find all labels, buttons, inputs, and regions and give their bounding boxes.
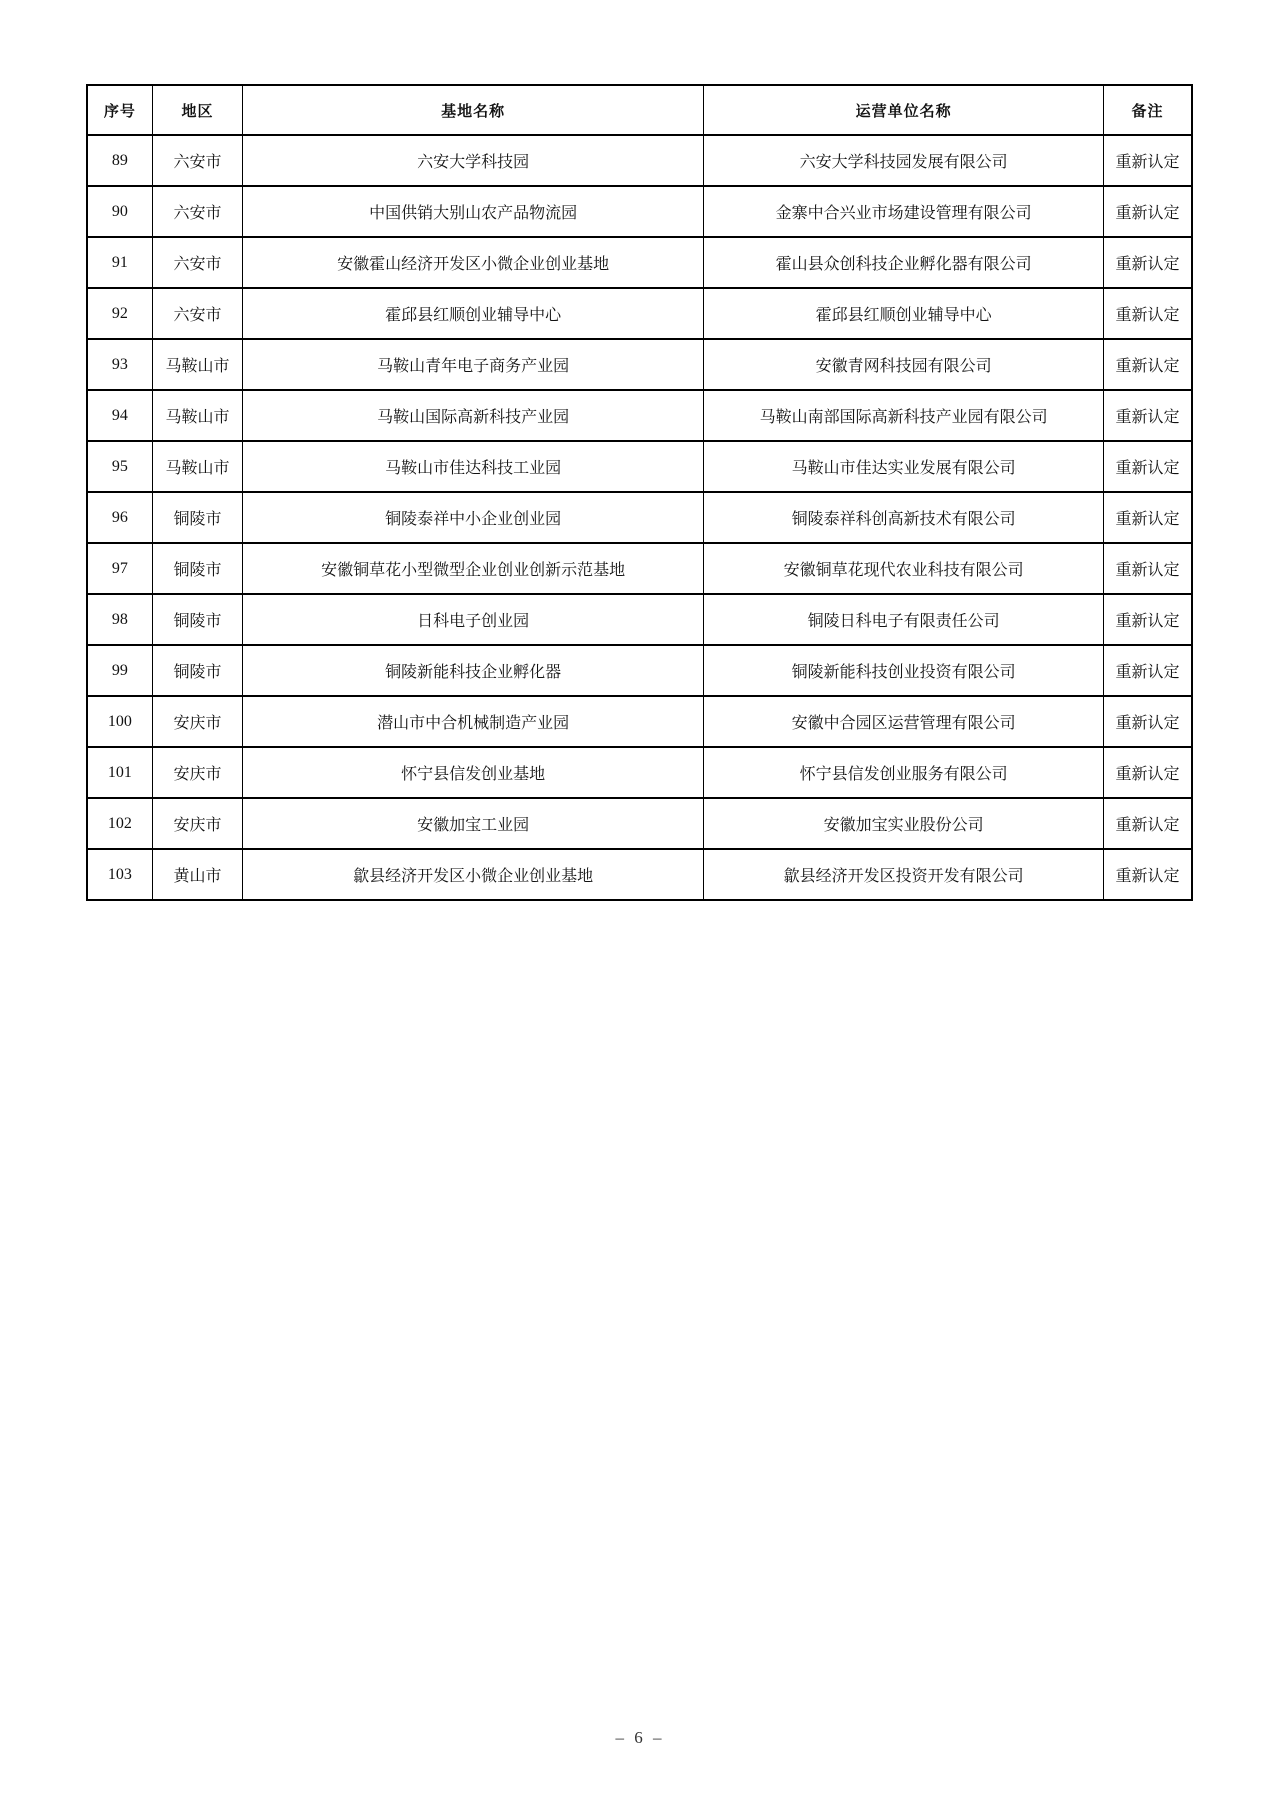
cell-no: 102 xyxy=(87,798,152,849)
cell-no: 94 xyxy=(87,390,152,441)
cell-note: 重新认定 xyxy=(1104,849,1192,900)
cell-operator: 铜陵泰祥科创高新技术有限公司 xyxy=(704,492,1104,543)
table-row xyxy=(87,849,1192,900)
cell-base-name: 马鞍山青年电子商务产业园 xyxy=(243,339,704,390)
table-row xyxy=(87,237,1192,288)
cell-operator: 怀宁县信发创业服务有限公司 xyxy=(704,747,1104,798)
cell-note: 重新认定 xyxy=(1104,594,1192,645)
cell-base-name: 六安大学科技园 xyxy=(243,135,704,186)
cell-region: 安庆市 xyxy=(152,747,243,798)
table-row xyxy=(87,747,1192,798)
cell-region: 马鞍山市 xyxy=(152,390,243,441)
table-row xyxy=(87,645,1192,696)
table-row xyxy=(87,492,1192,543)
cell-no: 101 xyxy=(87,747,152,798)
table-header-row xyxy=(87,85,1192,135)
cell-no: 92 xyxy=(87,288,152,339)
cell-base-name: 马鞍山市佳达科技工业园 xyxy=(243,441,704,492)
table-body xyxy=(87,135,1192,900)
cell-base-name: 铜陵新能科技企业孵化器 xyxy=(243,645,704,696)
cell-region: 六安市 xyxy=(152,237,243,288)
cell-operator: 马鞍山南部国际高新科技产业园有限公司 xyxy=(704,390,1104,441)
header-cell-base: 基地名称 xyxy=(243,85,704,135)
cell-note: 重新认定 xyxy=(1104,543,1192,594)
cell-base-name: 马鞍山国际高新科技产业园 xyxy=(243,390,704,441)
cell-note: 重新认定 xyxy=(1104,441,1192,492)
cell-region: 铜陵市 xyxy=(152,645,243,696)
cell-no: 91 xyxy=(87,237,152,288)
cell-no: 103 xyxy=(87,849,152,900)
cell-operator: 安徽铜草花现代农业科技有限公司 xyxy=(704,543,1104,594)
cell-operator: 铜陵新能科技创业投资有限公司 xyxy=(704,645,1104,696)
cell-region: 马鞍山市 xyxy=(152,339,243,390)
cell-region: 铜陵市 xyxy=(152,594,243,645)
table-row xyxy=(87,288,1192,339)
cell-operator: 安徽加宝实业股份公司 xyxy=(704,798,1104,849)
cell-note: 重新认定 xyxy=(1104,339,1192,390)
cell-region: 六安市 xyxy=(152,288,243,339)
cell-no: 97 xyxy=(87,543,152,594)
cell-region: 铜陵市 xyxy=(152,492,243,543)
table-row xyxy=(87,696,1192,747)
cell-operator: 安徽中合园区运营管理有限公司 xyxy=(704,696,1104,747)
cell-no: 98 xyxy=(87,594,152,645)
cell-base-name: 日科电子创业园 xyxy=(243,594,704,645)
table-row xyxy=(87,135,1192,186)
cell-note: 重新认定 xyxy=(1104,135,1192,186)
cell-operator: 六安大学科技园发展有限公司 xyxy=(704,135,1104,186)
cell-operator: 霍山县众创科技企业孵化器有限公司 xyxy=(704,237,1104,288)
cell-base-name: 潜山市中合机械制造产业园 xyxy=(243,696,704,747)
cell-note: 重新认定 xyxy=(1104,747,1192,798)
cell-no: 99 xyxy=(87,645,152,696)
header-cell-region: 地区 xyxy=(152,85,243,135)
cell-region: 安庆市 xyxy=(152,696,243,747)
cell-note: 重新认定 xyxy=(1104,492,1192,543)
cell-base-name: 安徽加宝工业园 xyxy=(243,798,704,849)
cell-no: 89 xyxy=(87,135,152,186)
cell-base-name: 铜陵泰祥中小企业创业园 xyxy=(243,492,704,543)
table-row xyxy=(87,186,1192,237)
header-cell-operator: 运营单位名称 xyxy=(704,85,1104,135)
cell-base-name: 歙县经济开发区小微企业创业基地 xyxy=(243,849,704,900)
cell-operator: 马鞍山市佳达实业发展有限公司 xyxy=(704,441,1104,492)
cell-note: 重新认定 xyxy=(1104,798,1192,849)
cell-note: 重新认定 xyxy=(1104,288,1192,339)
table-row xyxy=(87,798,1192,849)
cell-base-name: 安徽铜草花小型微型企业创业创新示范基地 xyxy=(243,543,704,594)
cell-base-name: 安徽霍山经济开发区小微企业创业基地 xyxy=(243,237,704,288)
cell-base-name: 怀宁县信发创业基地 xyxy=(243,747,704,798)
cell-region: 马鞍山市 xyxy=(152,441,243,492)
page-number: – 6 – xyxy=(615,1728,665,1747)
cell-operator: 歙县经济开发区投资开发有限公司 xyxy=(704,849,1104,900)
cell-no: 93 xyxy=(87,339,152,390)
cell-region: 黄山市 xyxy=(152,849,243,900)
cell-no: 96 xyxy=(87,492,152,543)
table-row xyxy=(87,543,1192,594)
header-cell-no: 序号 xyxy=(87,85,152,135)
cell-operator: 金寨中合兴业市场建设管理有限公司 xyxy=(704,186,1104,237)
table-row xyxy=(87,339,1192,390)
cell-operator: 铜陵日科电子有限责任公司 xyxy=(704,594,1104,645)
cell-note: 重新认定 xyxy=(1104,645,1192,696)
cell-region: 六安市 xyxy=(152,186,243,237)
table-row xyxy=(87,594,1192,645)
cell-region: 安庆市 xyxy=(152,798,243,849)
cell-no: 95 xyxy=(87,441,152,492)
cell-note: 重新认定 xyxy=(1104,186,1192,237)
header-cell-note: 备注 xyxy=(1104,85,1192,135)
cell-base-name: 霍邱县红顺创业辅导中心 xyxy=(243,288,704,339)
table-row xyxy=(87,441,1192,492)
cell-note: 重新认定 xyxy=(1104,237,1192,288)
cell-region: 六安市 xyxy=(152,135,243,186)
cell-no: 100 xyxy=(87,696,152,747)
cell-operator: 霍邱县红顺创业辅导中心 xyxy=(704,288,1104,339)
cell-note: 重新认定 xyxy=(1104,696,1192,747)
cell-operator: 安徽青网科技园有限公司 xyxy=(704,339,1104,390)
cell-no: 90 xyxy=(87,186,152,237)
table-row xyxy=(87,390,1192,441)
data-table xyxy=(86,84,1193,901)
cell-base-name: 中国供销大别山农产品物流园 xyxy=(243,186,704,237)
cell-note: 重新认定 xyxy=(1104,390,1192,441)
cell-region: 铜陵市 xyxy=(152,543,243,594)
